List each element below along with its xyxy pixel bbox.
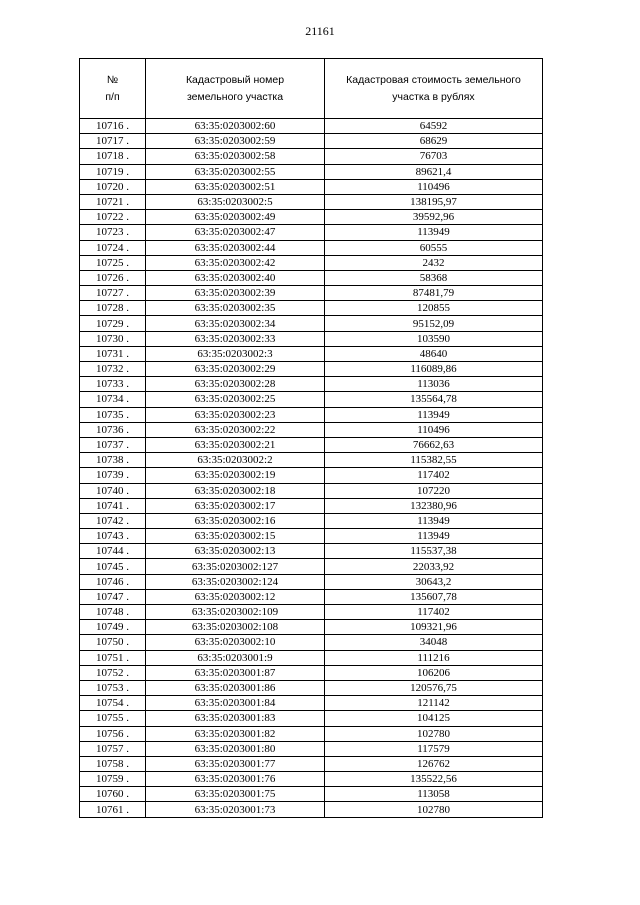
cadastral-value-cell: 120855 [325,301,543,316]
cadastral-number-cell: 63:35:0203001:75 [146,787,325,802]
row-number-cell: 10730 . [80,331,146,346]
row-number-cell: 10755 . [80,711,146,726]
table-row [80,164,543,179]
cadastral-number-cell: 63:35:0203001:82 [146,726,325,741]
cadastral-number-cell: 63:35:0203002:22 [146,422,325,437]
row-number-cell: 10749 . [80,620,146,635]
cadastral-value-cell: 126762 [325,756,543,771]
table-row [80,422,543,437]
table-row [80,194,543,209]
table-row [80,483,543,498]
cadastral-value-cell: 76703 [325,149,543,164]
header-cadastral-number: Кадастровый номер земельного участка [146,59,325,119]
row-number-cell: 10735 . [80,407,146,422]
table-row [80,772,543,787]
row-number-cell: 10750 . [80,635,146,650]
table-row [80,453,543,468]
row-number-cell: 10726 . [80,270,146,285]
cadastral-value-cell: 109321,96 [325,620,543,635]
cadastral-number-cell: 63:35:0203002:28 [146,377,325,392]
cadastral-value-cell: 113949 [325,407,543,422]
cadastral-number-cell: 63:35:0203002:33 [146,331,325,346]
cadastral-value-cell: 132380,96 [325,498,543,513]
header-row-number: № п/п [80,59,146,119]
cadastral-number-cell: 63:35:0203002:127 [146,559,325,574]
cadastral-value-cell: 113036 [325,377,543,392]
table-row [80,240,543,255]
cadastral-value-cell: 58368 [325,270,543,285]
row-number-cell: 10722 . [80,210,146,225]
cadastral-value-cell: 117402 [325,605,543,620]
row-number-cell: 10753 . [80,680,146,695]
row-number-cell: 10716 . [80,119,146,134]
cadastral-number-cell: 63:35:0203002:29 [146,362,325,377]
cadastral-number-cell: 63:35:0203002:42 [146,255,325,270]
table-row [80,468,543,483]
cadastral-number-cell: 63:35:0203002:40 [146,270,325,285]
row-number-cell: 10736 . [80,422,146,437]
cadastral-number-cell: 63:35:0203002:44 [146,240,325,255]
cadastral-number-cell: 63:35:0203002:39 [146,286,325,301]
cadastral-number-cell: 63:35:0203002:34 [146,316,325,331]
cadastral-value-cell: 89621,4 [325,164,543,179]
cadastral-value-cell: 104125 [325,711,543,726]
cadastral-number-cell: 63:35:0203002:59 [146,134,325,149]
cadastral-number-cell: 63:35:0203001:80 [146,741,325,756]
table-row [80,711,543,726]
row-number-cell: 10759 . [80,772,146,787]
table-row [80,544,543,559]
cadastral-number-cell: 63:35:0203002:51 [146,179,325,194]
cadastral-value-cell: 117579 [325,741,543,756]
table-row [80,802,543,817]
table-row [80,179,543,194]
cadastral-number-cell: 63:35:0203001:9 [146,650,325,665]
table-row [80,331,543,346]
cadastral-number-cell: 63:35:0203002:35 [146,301,325,316]
cadastral-value-cell: 113949 [325,513,543,528]
page-number: 21161 [305,24,335,38]
table-row [80,437,543,452]
cadastral-number-cell: 63:35:0203002:58 [146,149,325,164]
row-number-cell: 10761 . [80,802,146,817]
cadastral-value-cell: 2432 [325,255,543,270]
cadastral-value-cell: 87481,79 [325,286,543,301]
row-number-cell: 10742 . [80,513,146,528]
cadastral-value-cell: 135522,56 [325,772,543,787]
table-row [80,680,543,695]
row-number-cell: 10718 . [80,149,146,164]
table-row [80,407,543,422]
table-row [80,119,543,134]
cadastral-value-cell: 102780 [325,726,543,741]
table-row [80,286,543,301]
row-number-cell: 10757 . [80,741,146,756]
row-number-cell: 10729 . [80,316,146,331]
table-row [80,529,543,544]
row-number-cell: 10751 . [80,650,146,665]
table-row [80,362,543,377]
row-number-cell: 10747 . [80,589,146,604]
row-number-cell: 10745 . [80,559,146,574]
cadastral-value-cell: 95152,09 [325,316,543,331]
cadastral-value-cell: 110496 [325,422,543,437]
table-row [80,270,543,285]
cadastral-number-cell: 63:35:0203002:13 [146,544,325,559]
cadastral-number-cell: 63:35:0203002:55 [146,164,325,179]
table-row [80,756,543,771]
table-row [80,149,543,164]
cadastral-number-cell: 63:35:0203002:16 [146,513,325,528]
cadastral-number-cell: 63:35:0203001:77 [146,756,325,771]
row-number-cell: 10724 . [80,240,146,255]
cadastral-number-cell: 63:35:0203002:109 [146,605,325,620]
table-row [80,696,543,711]
cadastral-number-cell: 63:35:0203002:19 [146,468,325,483]
cadastral-number-cell: 63:35:0203002:108 [146,620,325,635]
cadastral-number-cell: 63:35:0203002:12 [146,589,325,604]
cadastral-value-cell: 60555 [325,240,543,255]
row-number-cell: 10728 . [80,301,146,316]
cadastral-value-cell: 48640 [325,346,543,361]
cadastral-value-cell: 138195,97 [325,194,543,209]
cadastral-value-cell: 34048 [325,635,543,650]
cadastral-number-cell: 63:35:0203002:3 [146,346,325,361]
row-number-cell: 10740 . [80,483,146,498]
row-number-cell: 10733 . [80,377,146,392]
table-row [80,665,543,680]
row-number-cell: 10725 . [80,255,146,270]
table-row [80,741,543,756]
cadastral-number-cell: 63:35:0203002:18 [146,483,325,498]
row-number-cell: 10721 . [80,194,146,209]
cadastral-number-cell: 63:35:0203001:76 [146,772,325,787]
cadastral-value-cell: 107220 [325,483,543,498]
cadastral-number-cell: 63:35:0203002:15 [146,529,325,544]
cadastral-value-cell: 116089,86 [325,362,543,377]
cadastral-number-cell: 63:35:0203002:23 [146,407,325,422]
cadastral-number-cell: 63:35:0203002:124 [146,574,325,589]
header-cadastral-value: Кадастровая стоимость земельного участка в рублях [325,59,543,119]
table-row [80,301,543,316]
table-row [80,134,543,149]
row-number-cell: 10743 . [80,529,146,544]
table-row [80,605,543,620]
cadastral-value-cell: 22033,92 [325,559,543,574]
table-row [80,726,543,741]
table-row [80,787,543,802]
cadastral-value-cell: 113058 [325,787,543,802]
row-number-cell: 10727 . [80,286,146,301]
cadastral-value-cell: 68629 [325,134,543,149]
cadastral-number-cell: 63:35:0203001:83 [146,711,325,726]
row-number-cell: 10739 . [80,468,146,483]
cadastral-value-cell: 121142 [325,696,543,711]
row-number-cell: 10731 . [80,346,146,361]
cadastral-number-cell: 63:35:0203002:21 [146,437,325,452]
cadastral-value-cell: 120576,75 [325,680,543,695]
cadastral-value-cell: 39592,96 [325,210,543,225]
cadastral-value-cell: 30643,2 [325,574,543,589]
cadastral-number-cell: 63:35:0203002:47 [146,225,325,240]
table-row [80,559,543,574]
cadastral-value-cell: 115382,55 [325,453,543,468]
table-row [80,255,543,270]
table-row [80,377,543,392]
cadastral-value-cell: 115537,38 [325,544,543,559]
cadastral-value-cell: 102780 [325,802,543,817]
row-number-cell: 10754 . [80,696,146,711]
table-row [80,210,543,225]
cadastral-number-cell: 63:35:0203002:17 [146,498,325,513]
cadastral-number-cell: 63:35:0203002:49 [146,210,325,225]
row-number-cell: 10720 . [80,179,146,194]
table-row [80,346,543,361]
cadastral-number-cell: 63:35:0203001:87 [146,665,325,680]
cadastral-number-cell: 63:35:0203001:86 [146,680,325,695]
table-row [80,316,543,331]
cadastral-value-cell: 113949 [325,225,543,240]
table-row [80,392,543,407]
table-row [80,225,543,240]
table-row [80,513,543,528]
cadastral-number-cell: 63:35:0203002:60 [146,119,325,134]
row-number-cell: 10734 . [80,392,146,407]
cadastral-value-cell: 113949 [325,529,543,544]
cadastral-number-cell: 63:35:0203002:5 [146,194,325,209]
cadastral-number-cell: 63:35:0203001:84 [146,696,325,711]
table-row [80,574,543,589]
row-number-cell: 10758 . [80,756,146,771]
table-body [80,119,543,818]
cadastral-value-cell: 111216 [325,650,543,665]
row-number-cell: 10723 . [80,225,146,240]
cadastral-value-table [79,58,543,818]
cadastral-number-cell: 63:35:0203001:73 [146,802,325,817]
table-row [80,620,543,635]
row-number-cell: 10744 . [80,544,146,559]
cadastral-value-cell: 135607,78 [325,589,543,604]
row-number-cell: 10760 . [80,787,146,802]
row-number-cell: 10732 . [80,362,146,377]
cadastral-value-cell: 135564,78 [325,392,543,407]
cadastral-value-cell: 110496 [325,179,543,194]
row-number-cell: 10741 . [80,498,146,513]
row-number-cell: 10748 . [80,605,146,620]
table-row [80,650,543,665]
cadastral-value-cell: 76662,63 [325,437,543,452]
row-number-cell: 10737 . [80,437,146,452]
row-number-cell: 10717 . [80,134,146,149]
row-number-cell: 10719 . [80,164,146,179]
table-row [80,635,543,650]
cadastral-value-cell: 117402 [325,468,543,483]
cadastral-value-cell: 106206 [325,665,543,680]
cadastral-number-cell: 63:35:0203002:10 [146,635,325,650]
cadastral-value-cell: 103590 [325,331,543,346]
row-number-cell: 10756 . [80,726,146,741]
table-row [80,589,543,604]
row-number-cell: 10738 . [80,453,146,468]
cadastral-number-cell: 63:35:0203002:25 [146,392,325,407]
cadastral-value-cell: 64592 [325,119,543,134]
table-header [80,59,543,119]
row-number-cell: 10752 . [80,665,146,680]
table-row [80,498,543,513]
row-number-cell: 10746 . [80,574,146,589]
header-row [80,59,543,119]
cadastral-number-cell: 63:35:0203002:2 [146,453,325,468]
